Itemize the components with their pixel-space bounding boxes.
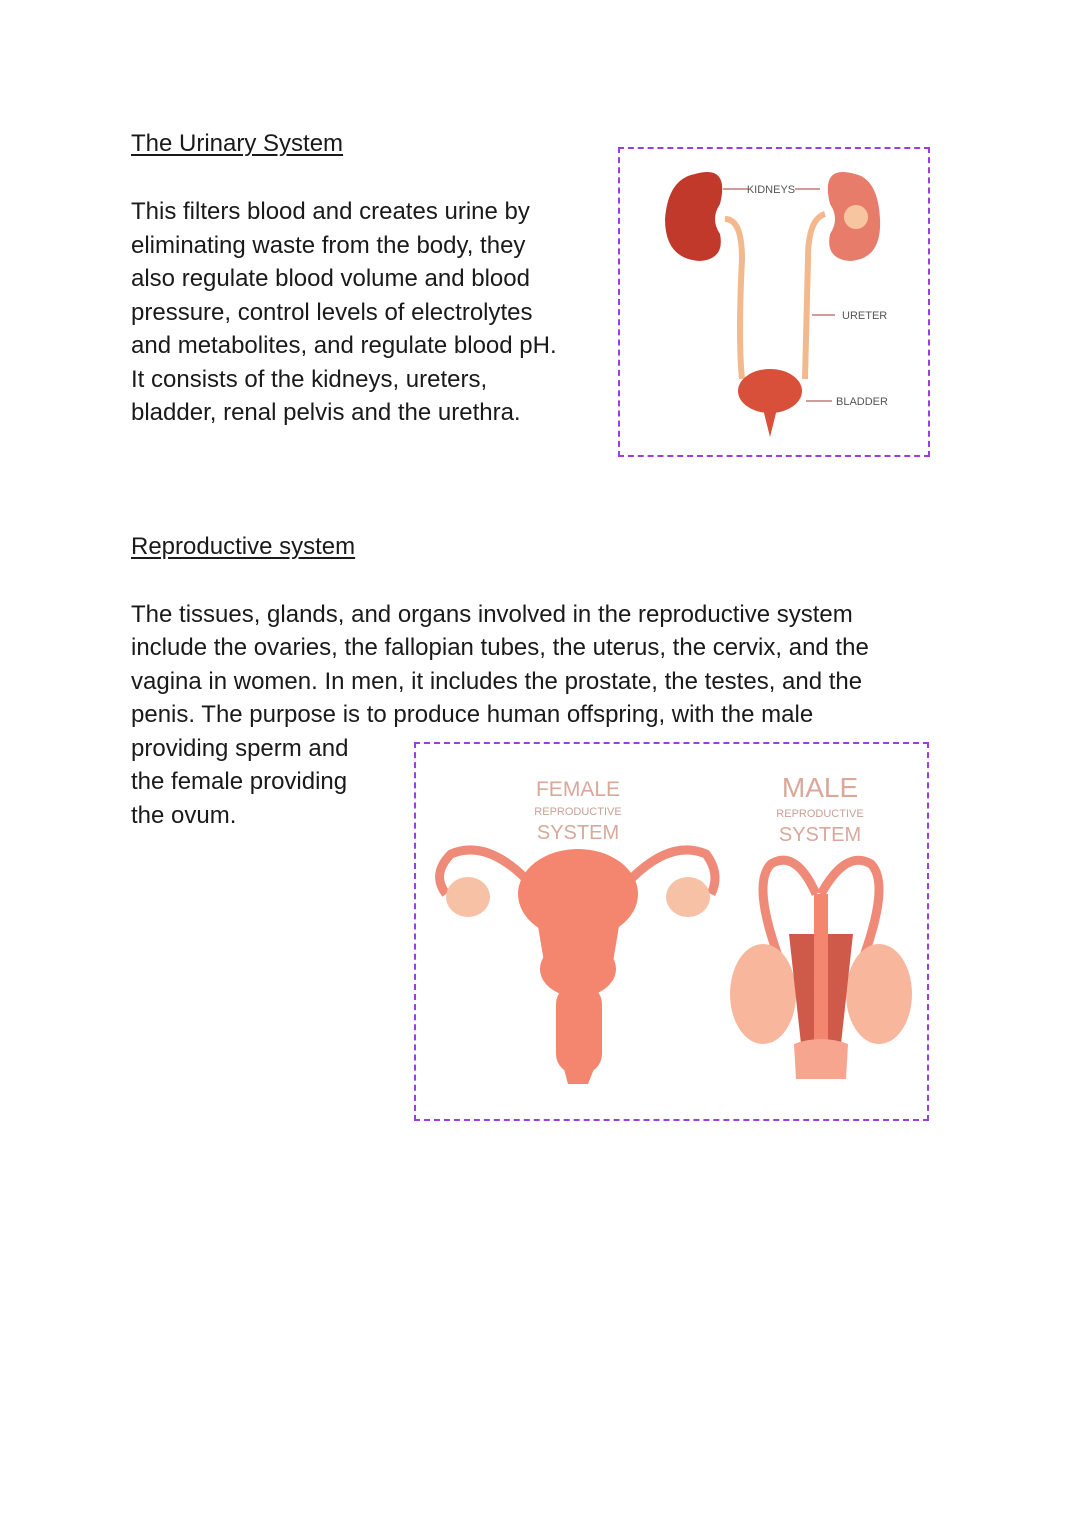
urinary-heading: The Urinary System xyxy=(131,130,344,157)
text-line: It consists of the kidneys, ureters, xyxy=(131,366,488,393)
text-line: pressure, control levels of electrolytes xyxy=(131,299,533,326)
bladder xyxy=(738,369,802,413)
right-ureter xyxy=(805,214,825,379)
text-line: include the ovaries, the fallopian tubes, the uterus, the cervix, and the xyxy=(131,634,869,661)
male-title: MALE xyxy=(781,772,859,803)
male-subtitle-2: SYSTEM xyxy=(778,824,862,846)
kidneys-label: KIDNEYS xyxy=(746,184,796,196)
text-line: the female providing xyxy=(131,768,348,795)
text-line: vagina in women. In men, it includes the prostate, the testes, and the xyxy=(131,668,863,695)
urethra xyxy=(763,409,777,437)
left-ureter xyxy=(725,219,742,379)
text-line: penis. The purpose is to produce human offspring, with the male xyxy=(131,701,814,728)
text-line: The tissues, glands, and organs involved in the reproductive system xyxy=(131,601,853,628)
text-line: also regulate blood volume and blood xyxy=(131,265,530,292)
ureter-label: URETER xyxy=(842,310,888,322)
male-organs xyxy=(730,860,912,1079)
text-line: and metabolites, and regulate blood pH. xyxy=(131,332,557,359)
urinary-diagram xyxy=(618,147,930,457)
reproductive-diagram xyxy=(414,742,929,1121)
female-subtitle-2: SYSTEM xyxy=(536,822,620,844)
female-organs xyxy=(440,849,715,1084)
male-subtitle: REPRODUCTIVE xyxy=(776,808,864,820)
text-line: This filters blood and creates urine by xyxy=(131,198,530,225)
reproductive-heading: Reproductive system xyxy=(131,533,356,560)
female-title: FEMALE xyxy=(535,778,621,801)
left-kidney xyxy=(665,172,722,261)
text-line: eliminating waste from the body, they xyxy=(131,232,526,259)
female-subtitle: REPRODUCTIVE xyxy=(534,806,622,818)
text-line: bladder, renal pelvis and the urethra. xyxy=(131,399,521,426)
text-line: the ovum. xyxy=(131,802,237,829)
bladder-label: BLADDER xyxy=(836,396,888,408)
text-line: providing sperm and xyxy=(131,735,349,762)
